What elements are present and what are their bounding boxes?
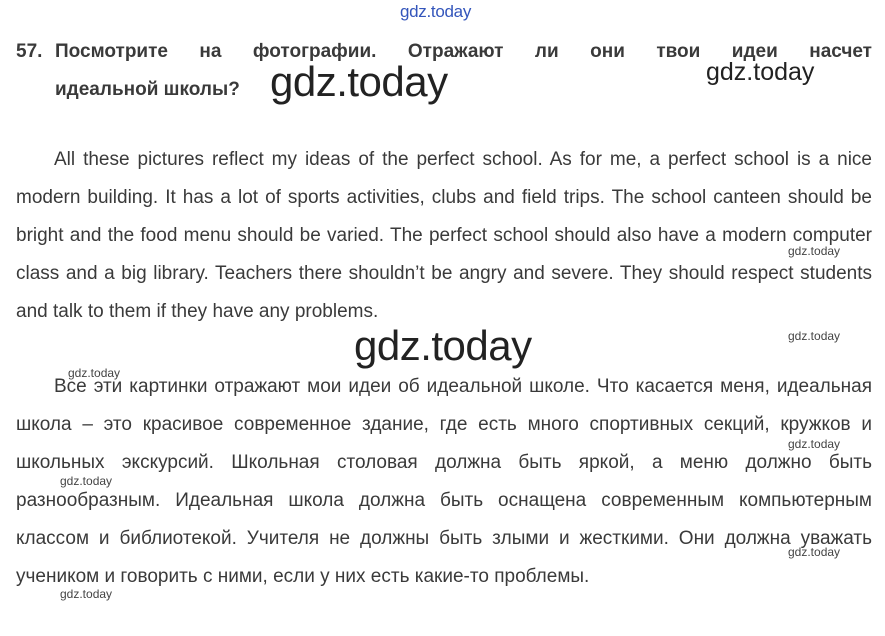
watermark-small: gdz.today	[68, 366, 121, 380]
watermark-small: gdz.today	[788, 545, 841, 559]
watermark-small: gdz.today	[788, 329, 841, 343]
watermark-small: gdz.today	[788, 244, 841, 258]
question-text-line-1: Посмотрите на фотографии. Отражают ли они твои идеи насчет	[55, 41, 872, 62]
question-number: 57.	[16, 41, 43, 62]
watermark-large: gdz.today	[354, 322, 532, 369]
watermark-small: gdz.today	[60, 587, 113, 601]
watermark-large: gdz.today	[270, 58, 448, 105]
watermark-medium: gdz.today	[706, 58, 815, 86]
header-watermark: gdz.today	[400, 2, 472, 21]
watermark-small: gdz.today	[60, 474, 113, 488]
answer-russian: Все эти картинки отражают мои идеи об идеальной школе. Что касается меня, идеальная школа – это красивое современное здание, где есть много спортивных секций, кружков и школьных экскурсий. Школьная столовая должна быть яркой, а меню должно быть разнообразным. Идеальная школа должна быть оснащена современным компьютерным классом и библиотекой. Учителя не должны быть злыми и жесткими. Они должна уважать учеником и говорить с ними, если у них есть какие-то проблемы.	[16, 376, 872, 587]
answer-english: All these pictures reflect my ideas of the perfect school. As for me, a perfect school is a nice modern building. It has a lot of sports activities, clubs and field trips. The school canteen should be bright and the food menu should be varied. The perfect school should also have a modern computer class and a big library. Teachers there shouldn’t be angry and severe. They should respect students and talk to them if they have any problems.	[16, 149, 872, 322]
question-text-line-2: идеальной школы?	[55, 79, 240, 100]
watermark-small: gdz.today	[788, 437, 841, 451]
